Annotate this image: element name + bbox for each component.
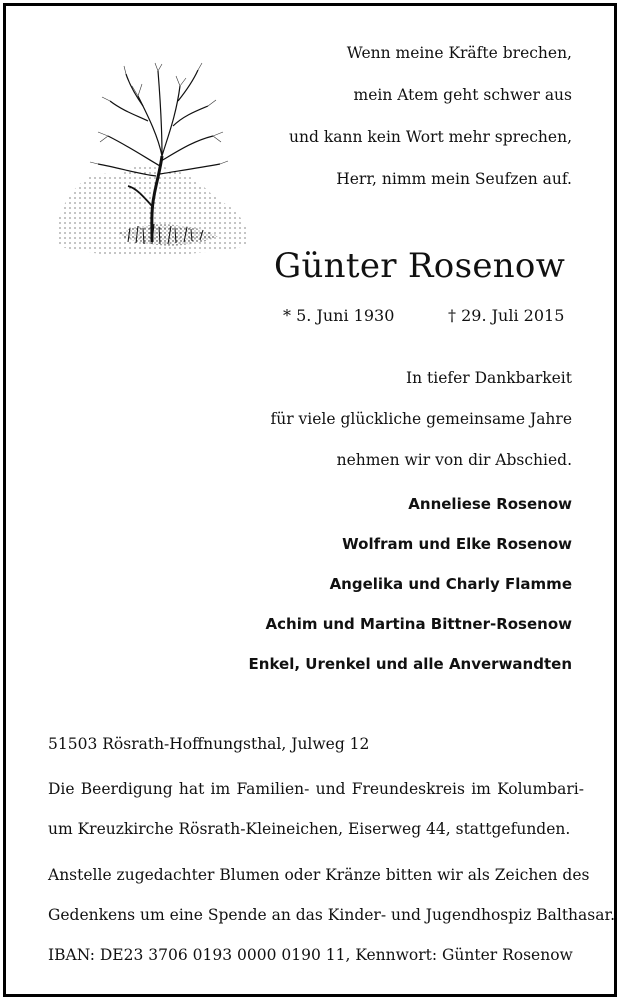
thanks-line: In tiefer Dankbarkeit [405, 369, 572, 387]
mourner-name: Wolfram und Elke Rosenow [342, 535, 572, 553]
donation-notice [48, 863, 616, 983]
donation-line: Gedenkens um eine Spende an das Kinder- und Jugendhospiz Balthasar. [48, 906, 616, 924]
poem [289, 40, 572, 208]
funeral-line: Die Beerdigung hat im Familien- und Freundeskreis im Kolumbari- [48, 780, 584, 798]
tree-icon [48, 56, 258, 266]
obituary-notice [3, 3, 617, 997]
poem-line: Wenn meine Kräfte brechen, [346, 44, 572, 62]
death-date: † 29. Juli 2015 [448, 306, 565, 325]
donation-line: IBAN: DE23 3706 0193 0000 0190 11, Kennwort: Günter Rosenow [48, 946, 573, 964]
mourner-name: Achim und Martina Bittner-Rosenow [265, 615, 572, 633]
mourner-name: Enkel, Urenkel und alle Anverwandten [248, 655, 572, 673]
mourner-name: Angelika und Charly Flamme [329, 575, 572, 593]
birth-date: * 5. Juni 1930 [283, 306, 395, 325]
thanks-line: für viele glückliche gemeinsame Jahre [270, 410, 572, 428]
deceased-name: Günter Rosenow [274, 246, 566, 286]
mourner-name: Anneliese Rosenow [408, 495, 572, 513]
poem-line: Herr, nimm mein Seufzen auf. [336, 170, 572, 188]
thanks-text [270, 366, 572, 489]
funeral-notice [48, 777, 584, 857]
poem-line: mein Atem geht schwer aus [353, 86, 572, 104]
donation-line: Anstelle zugedachter Blumen oder Kränze bitten wir als Zeichen des [48, 866, 590, 884]
mourners-list [249, 492, 572, 692]
funeral-line: um Kreuzkirche Rösrath-Kleineichen, Eiserweg 44, stattgefunden. [48, 820, 571, 838]
poem-line: und kann kein Wort mehr sprechen, [289, 128, 572, 146]
address: 51503 Rösrath-Hoffnungsthal, Julweg 12 [48, 735, 370, 753]
thanks-line: nehmen wir von dir Abschied. [336, 451, 572, 469]
